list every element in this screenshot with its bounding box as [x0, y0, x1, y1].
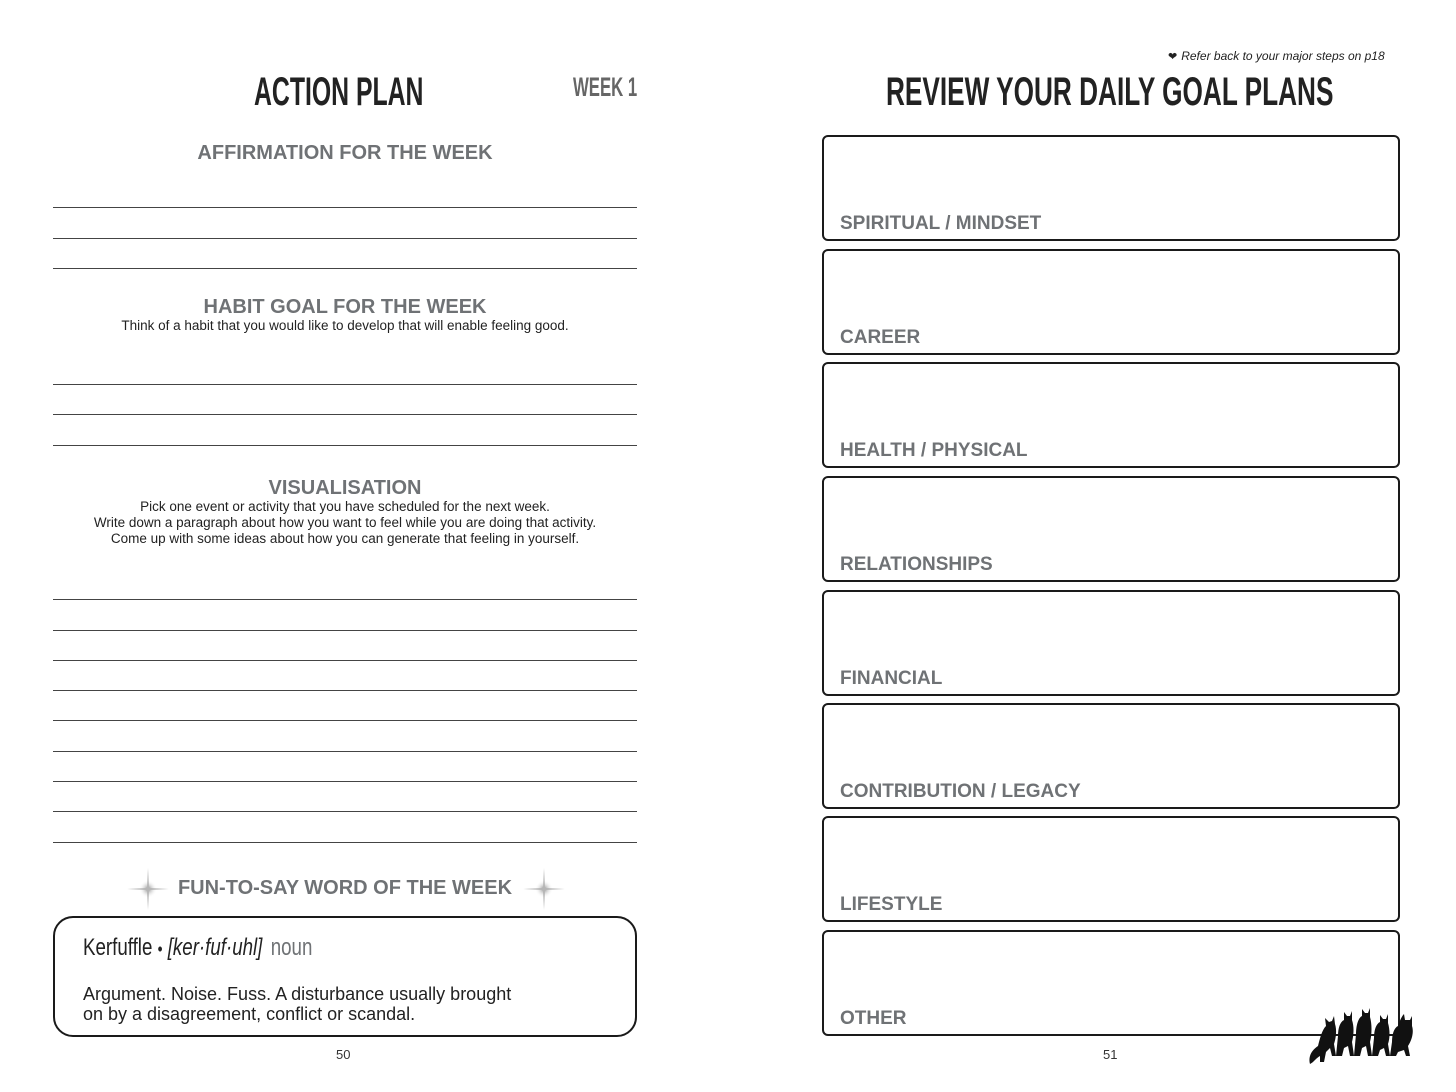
fun-word-part-of-speech: noun — [270, 934, 313, 961]
visualisation-line[interactable] — [53, 781, 637, 782]
visualisation-heading: VISUALISATION — [268, 477, 422, 499]
fun-word-entry — [83, 934, 312, 962]
page-title: ACTION PLAN — [254, 70, 424, 114]
affirmation-line[interactable] — [53, 207, 637, 208]
visualisation-line[interactable] — [53, 751, 637, 752]
week-label: WEEK 1 — [573, 72, 638, 102]
affirmation-heading: AFFIRMATION FOR THE WEEK — [197, 142, 493, 164]
goal-label: OTHER — [840, 1008, 907, 1029]
fun-word-separator: • — [157, 939, 163, 959]
visualisation-line[interactable] — [53, 599, 637, 600]
page-number: 51 — [1103, 1047, 1118, 1062]
cats-silhouette-icon — [1306, 1006, 1414, 1064]
definition-line: on by a disagreement, conflict or scandal. — [83, 1004, 416, 1024]
goal-label: CONTRIBUTION / LEGACY — [840, 781, 1081, 802]
sparkle-icon — [521, 866, 567, 912]
heart-icon: ❤ — [1168, 51, 1178, 63]
fun-word: Kerfuffle — [83, 934, 153, 961]
habit-line[interactable] — [53, 384, 637, 385]
goal-box-financial[interactable] — [822, 590, 1400, 696]
fun-word-pronunciation: [ker·fuf·uhl] — [167, 934, 263, 961]
goal-label: SPIRITUAL / MINDSET — [840, 213, 1042, 234]
visualisation-instruction: Write down a paragraph about how you want to feel while you are doing that activity. — [93, 515, 597, 530]
goal-box-spiritual[interactable] — [822, 135, 1400, 241]
definition-line: Argument. Noise. Fuss. A disturbance usually brought — [83, 984, 512, 1004]
habit-line[interactable] — [53, 414, 637, 415]
habit-line[interactable] — [53, 445, 637, 446]
fun-word-card — [53, 916, 637, 1037]
visualisation-line[interactable] — [53, 811, 637, 812]
habit-description: Think of a habit that you would like to develop that will enable feeling good. — [121, 318, 569, 333]
goal-box-relationships[interactable] — [822, 476, 1400, 582]
goal-label: HEALTH / PHYSICAL — [840, 440, 1028, 461]
visualisation-instruction: Pick one event or activity that you have scheduled for the next week. — [140, 499, 550, 514]
goal-label: FINANCIAL — [840, 668, 943, 689]
goal-box-health[interactable] — [822, 362, 1400, 468]
fun-word-heading: FUN-TO-SAY WORD OF THE WEEK — [177, 877, 513, 899]
page-number: 50 — [336, 1047, 351, 1062]
fun-word-definition — [83, 984, 511, 1024]
visualisation-instruction: Come up with some ideas about how you can generate that feeling in yourself. — [110, 531, 580, 546]
affirmation-line[interactable] — [53, 238, 637, 239]
goal-label: CAREER — [840, 327, 921, 348]
reference-note — [1168, 49, 1385, 63]
goal-box-lifestyle[interactable] — [822, 816, 1400, 922]
goal-box-career[interactable] — [822, 249, 1400, 355]
visualisation-line[interactable] — [53, 660, 637, 661]
visualisation-line[interactable] — [53, 720, 637, 721]
goal-label: RELATIONSHIPS — [840, 554, 993, 575]
reference-note-text: Refer back to your major steps on p18 — [1181, 49, 1385, 63]
visualisation-line[interactable] — [53, 842, 637, 843]
visualisation-line[interactable] — [53, 630, 637, 631]
review-title: REVIEW YOUR DAILY GOAL PLANS — [886, 70, 1334, 114]
affirmation-line[interactable] — [53, 268, 637, 269]
goal-label: LIFESTYLE — [840, 894, 943, 915]
habit-heading: HABIT GOAL FOR THE WEEK — [203, 296, 487, 318]
visualisation-line[interactable] — [53, 690, 637, 691]
goal-box-contribution[interactable] — [822, 703, 1400, 809]
